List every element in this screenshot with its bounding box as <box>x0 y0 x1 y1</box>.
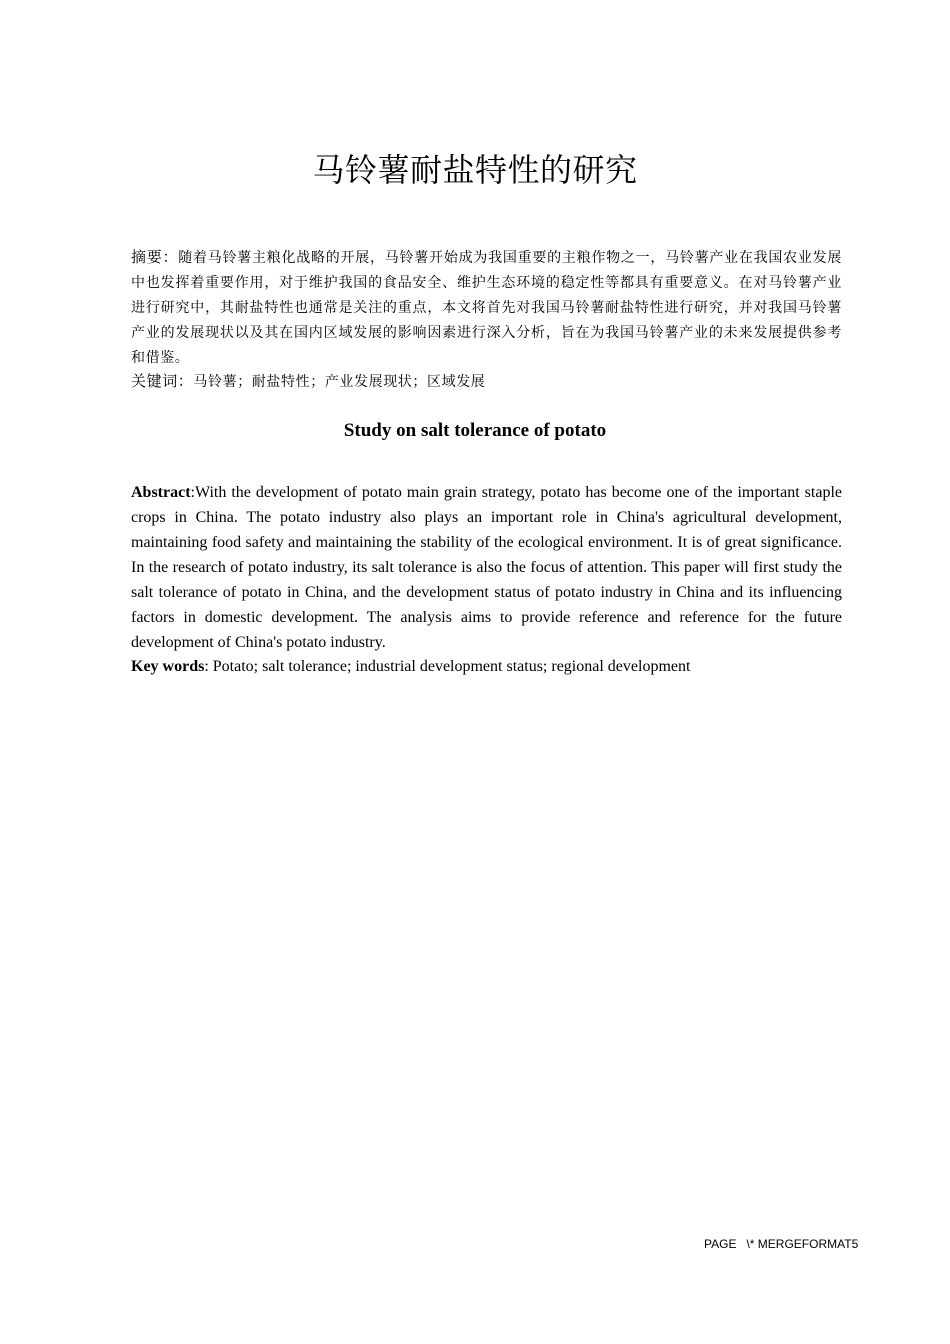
chinese-abstract-text: 随着马铃薯主粮化战略的开展，马铃薯开始成为我国重要的主粮作物之一，马铃薯产业在我国农业发展中也发挥着重要作用，对于维护我国的食品安全、维护生态环境的稳定性等都具有重要意义。在对马铃薯产业进行研究中，其耐盐特性也通常是关注的重点，本文将首先对我国马铃薯耐盐特性进行研究，并对我国马铃薯产业的发展现状以及其在国内区域发展的影响因素进行深入分析，旨在为我国马铃薯产业的未来发展提供参考和借鉴。 <box>131 250 842 366</box>
english-keywords <box>131 654 842 679</box>
chinese-keywords-text: 马铃薯；耐盐特性；产业发展现状；区域发展 <box>193 374 486 390</box>
english-keywords-label: Key words <box>131 658 205 675</box>
chinese-keywords-label: 关键词： <box>131 372 194 390</box>
chinese-abstract <box>131 245 842 371</box>
chinese-title: 马铃薯耐盐特性的研究 <box>312 151 638 189</box>
chinese-abstract-label: 摘要： <box>131 248 179 266</box>
english-abstract-label: Abstract <box>131 484 191 501</box>
english-keywords-text: : Potato; salt tolerance; industrial development status; regional development <box>204 658 691 675</box>
english-title: Study on salt tolerance of potato <box>343 420 607 441</box>
english-abstract <box>131 480 842 655</box>
page-number-field: PAGE \* MERGEFORMAT5 <box>704 1237 859 1251</box>
chinese-keywords <box>131 369 842 395</box>
english-abstract-text: :With the development of potato main grain strategy, potato has become one of the important staple crops in China. The potato industry also plays an important role in China's agricultural development, maintaining food safety and maintaining the stability of the ecological environment. It is of great significance. In the research of potato industry, its salt tolerance is also the focus of attention. This paper will first study the salt tolerance of potato in China, and the development status of potato industry in China and its influencing factors in domestic development. The analysis aims to provide reference and reference for the future development of China's potato industry. <box>131 484 842 651</box>
